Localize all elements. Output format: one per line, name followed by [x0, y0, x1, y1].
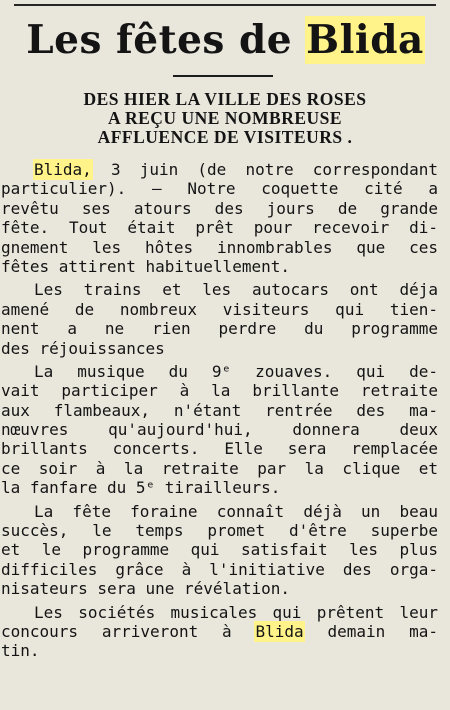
- paragraph-line: [1, 238, 438, 257]
- line-text: amené de nombreux visiteurs qui tien-: [1, 299, 438, 319]
- paragraph-line: [1, 257, 438, 276]
- line-text: nœuvres qu'aujourd'hui, donnera deux: [1, 420, 438, 440]
- line-text: demain ma-: [303, 621, 438, 641]
- article-paragraph: [1, 501, 438, 599]
- highlight-term: Blida: [255, 621, 304, 641]
- paragraph-line: [1, 381, 438, 400]
- line-text: tin.: [1, 641, 40, 661]
- line-text: et le programme qui satisfait les plus: [1, 540, 438, 560]
- line-text: succès, le temps promet d'être superbe: [1, 521, 438, 541]
- line-text: La musique du 9ᵉ zouaves. qui de-: [34, 361, 438, 381]
- paragraph-line: [1, 641, 438, 660]
- line-text: La fête foraine connaît déjà un beau: [34, 501, 438, 521]
- headline-prefix: Les fêtes de: [26, 17, 307, 63]
- headline-rule: [173, 75, 273, 77]
- line-text: nent a ne rien perdre du programme: [1, 319, 438, 339]
- line-text: la fanfare du 5ᵉ tirailleurs.: [1, 478, 281, 498]
- paragraph-line: [1, 560, 438, 579]
- paragraph-line: [1, 401, 438, 420]
- paragraph-line: [1, 540, 438, 559]
- subhead-line: DES HIER LA VILLE DES ROSES: [83, 89, 367, 109]
- article-paragraph: [1, 160, 438, 276]
- subheadline: [0, 90, 450, 147]
- paragraph-line: [1, 300, 438, 319]
- headline: [0, 12, 450, 68]
- line-text: Les trains et les autocars ont déja: [34, 280, 438, 300]
- paragraph-line: [34, 362, 438, 381]
- paragraph-line: [34, 160, 438, 179]
- paragraph-line: [1, 179, 438, 198]
- paragraph-line: [1, 199, 438, 218]
- line-text: 3 juin (de notre correspondant: [91, 160, 438, 179]
- paragraph-line: [1, 339, 438, 358]
- top-rule: [14, 4, 436, 6]
- line-text: gnement les hôtes innombrables que ces: [1, 237, 438, 257]
- article-body: [1, 160, 438, 665]
- line-text: difficiles grâce à l'initiative des orga-: [1, 559, 438, 579]
- article-paragraph: [1, 361, 438, 498]
- paragraph-line: [1, 579, 438, 598]
- paragraph-line: [1, 478, 438, 497]
- paragraph-line: [1, 319, 438, 338]
- line-text: revêtu ses atours des jours de grande: [1, 198, 438, 218]
- paragraph-line: [1, 622, 438, 641]
- line-text: aux flambeaux, n'étant rentrée des ma-: [1, 400, 438, 420]
- line-text: nisateurs sera une révélation.: [1, 579, 290, 599]
- article-paragraph: [1, 602, 438, 661]
- paragraph-line: [1, 218, 438, 237]
- paragraph-line: [34, 603, 438, 622]
- highlight-term: Blida,: [34, 160, 92, 179]
- subhead-line: A REÇU UNE NOMBREUSE: [107, 108, 343, 128]
- paragraph-line: [1, 420, 438, 439]
- line-text: fête. Tout était prêt pour recevoir di-: [1, 218, 438, 238]
- line-text: vait participer à la brillante retraite: [1, 381, 438, 401]
- line-text: des réjouissances: [1, 338, 165, 358]
- article-paragraph: [1, 280, 438, 358]
- paragraph-line: [34, 502, 438, 521]
- paragraph-line: [34, 280, 438, 299]
- line-text: ce soir à la retraite par la clique et: [1, 458, 438, 478]
- line-text: fêtes attirent habituellement.: [1, 256, 290, 276]
- line-text: particulier). — Notre coquette cité a: [1, 179, 438, 199]
- headline-highlight: Blida: [306, 17, 424, 63]
- paragraph-line: [1, 459, 438, 478]
- paragraph-line: [1, 521, 438, 540]
- line-text: brillants concerts. Elle sera remplacée: [1, 439, 438, 459]
- line-text: Les sociétés musicales qui prêtent leur: [34, 602, 438, 622]
- line-text: concours arriveront à: [1, 621, 256, 641]
- paragraph-line: [1, 439, 438, 458]
- subhead-line: AFFLUENCE DE VISITEURS .: [97, 127, 353, 147]
